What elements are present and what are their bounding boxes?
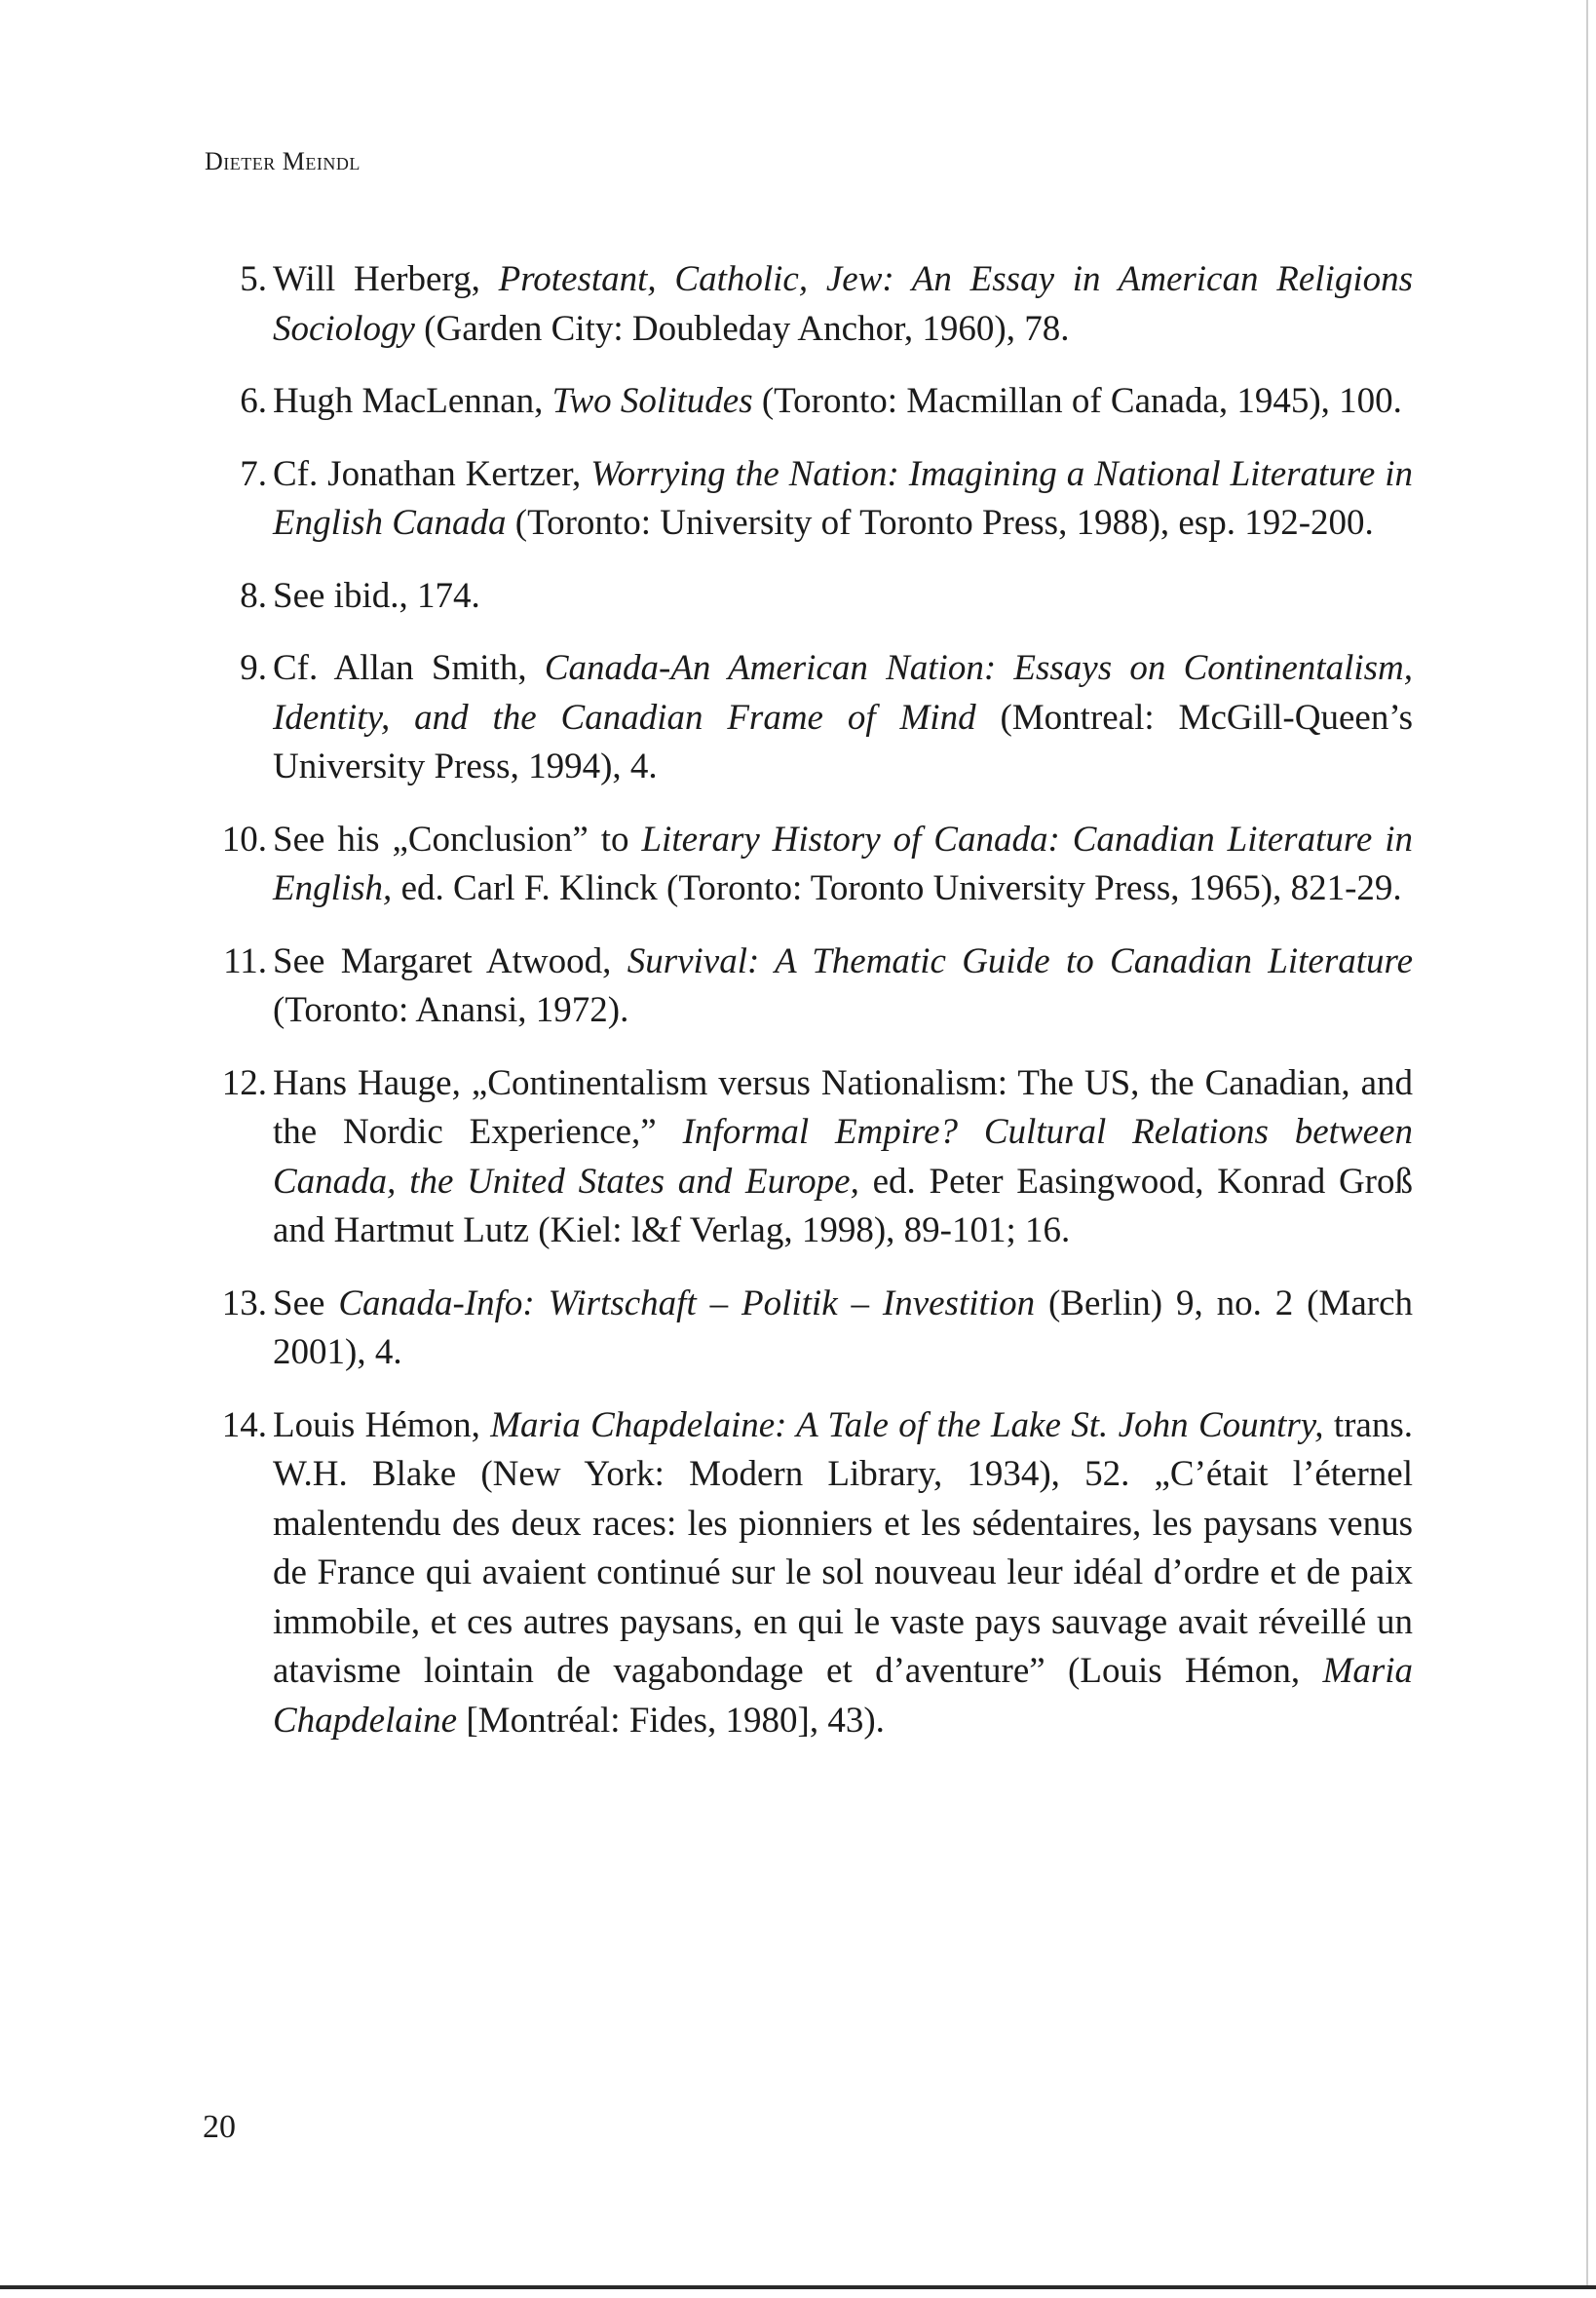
endnote-number: 8 . bbox=[205, 572, 267, 622]
endnote-text-segment: trans. W.H. Blake (New York: Modern Library, 1934), 52. „C’était l’éternel malentendu des deux races: les pionniers et les sédentaires, les paysans venus de France qui avaient continué sur le sol nouveau leur idéal d’ordre et de paix immobile, et ces autres paysans, en qui le vaste pays sauvage avait réveillé un atavisme lointain de vagabondage et d’aventure” (Louis Hémon, bbox=[273, 1404, 1413, 1691]
endnote-title-segment: Maria Chapdelaine bbox=[273, 1651, 1413, 1741]
endnote-number: 10 . bbox=[205, 816, 267, 865]
page-number: 20 bbox=[203, 2109, 236, 2145]
endnote-text-segment: (Toronto: University of Toronto Press, 1988), esp. 192-200. bbox=[506, 503, 1374, 543]
endnote-text-segment: See ibid., 174. bbox=[273, 575, 480, 616]
endnote-number: 9 . bbox=[205, 644, 267, 694]
endnote-title-segment: Literary History of Canada: Canadian Literature in English, bbox=[273, 819, 1413, 908]
endnote-title-segment: Protestant, Catholic, Jew: An Essay in American Religions Sociology bbox=[273, 259, 1414, 349]
endnote-text-segment: Will Herberg, bbox=[273, 259, 499, 299]
running-head: Dieter Meindl bbox=[205, 147, 361, 175]
endnote-item bbox=[205, 377, 1413, 427]
endnote-number: 6 . bbox=[205, 377, 267, 427]
endnote-number: 11 . bbox=[205, 938, 267, 987]
endnote-title-segment: Maria Chapdelaine: A Tale of the Lake St. John Country, bbox=[490, 1404, 1324, 1445]
endnote-number: 12 . bbox=[205, 1059, 267, 1109]
endnote-number: 5 . bbox=[205, 255, 267, 305]
endnote-item bbox=[205, 644, 1413, 792]
endnote-title-segment: Canada-An American Nation: Essays on Continentalism, Identity, and the Canadian Frame of Mind bbox=[273, 648, 1413, 738]
endnote-item bbox=[205, 816, 1413, 914]
endnotes-list bbox=[205, 255, 1413, 1745]
bottom-edge-rule bbox=[0, 2285, 1596, 2289]
endnote-text-segment: See his „Conclusion” to bbox=[273, 819, 642, 860]
endnote-text-segment: Hugh MacLennan, bbox=[273, 381, 552, 421]
endnote-number: 7 . bbox=[205, 450, 267, 500]
endnote-text-segment: (Berlin) 9, no. 2 (March 2001), 4. bbox=[273, 1283, 1413, 1372]
endnote-text-segment: Hans Hauge, „Continentalism versus Nationalism: The US, the Canadian, and the Nordic Experience,” bbox=[273, 1062, 1413, 1152]
endnote-item bbox=[205, 1059, 1413, 1256]
endnote-item bbox=[205, 255, 1413, 354]
endnote-text-segment: [Montréal: Fides, 1980], 43). bbox=[457, 1700, 885, 1741]
endnote-item bbox=[205, 450, 1413, 549]
endnote-text-segment: See Margaret Atwood, bbox=[273, 940, 627, 981]
endnote-text-segment: (Garden City: Doubleday Anchor, 1960), 78. bbox=[414, 308, 1070, 349]
endnote-title-segment: Canada-Info: Wirtschaft – Politik – Investition bbox=[338, 1283, 1036, 1323]
endnote-item bbox=[205, 572, 1413, 622]
endnote-text-segment: (Toronto: Anansi, 1972). bbox=[273, 990, 629, 1030]
endnote-title-segment: Worrying the Nation: Imagining a National Literature in English Canada bbox=[273, 453, 1413, 543]
endnote-text-segment: (Toronto: Macmillan of Canada, 1945), 100. bbox=[752, 381, 1402, 421]
endnote-text-segment: ed. Carl F. Klinck (Toronto: Toronto University Press, 1965), 821-29. bbox=[392, 868, 1402, 908]
endnote-text-segment: ed. Peter Easingwood, Konrad Groß and Hartmut Lutz (Kiel: l&f Verlag, 1998), 89-101; 16. bbox=[273, 1161, 1414, 1250]
endnote-text-segment: (Montreal: McGill-Queen’s University Press, 1994), 4. bbox=[273, 697, 1413, 786]
endnote-item bbox=[205, 1280, 1413, 1378]
endnote-number: 13 . bbox=[205, 1280, 267, 1329]
endnote-text-segment: See bbox=[273, 1283, 339, 1323]
endnote-text-segment: Louis Hémon, bbox=[273, 1404, 491, 1445]
endnote-title-segment: Survival: A Thematic Guide to Canadian Literature bbox=[627, 940, 1413, 981]
endnote-text-segment: Cf. Jonathan Kertzer, bbox=[273, 453, 591, 494]
endnote-number: 14 . bbox=[205, 1401, 267, 1451]
endnote-item bbox=[205, 938, 1413, 1036]
endnote-title-segment: Two Solitudes bbox=[551, 381, 753, 421]
endnote-item bbox=[205, 1401, 1413, 1746]
page-edge bbox=[1586, 0, 1588, 2285]
endnote-title-segment: Informal Empire? Cultural Relations between Canada, the United States and Europe, bbox=[273, 1112, 1413, 1202]
endnote-text-segment: Cf. Allan Smith, bbox=[273, 648, 545, 688]
